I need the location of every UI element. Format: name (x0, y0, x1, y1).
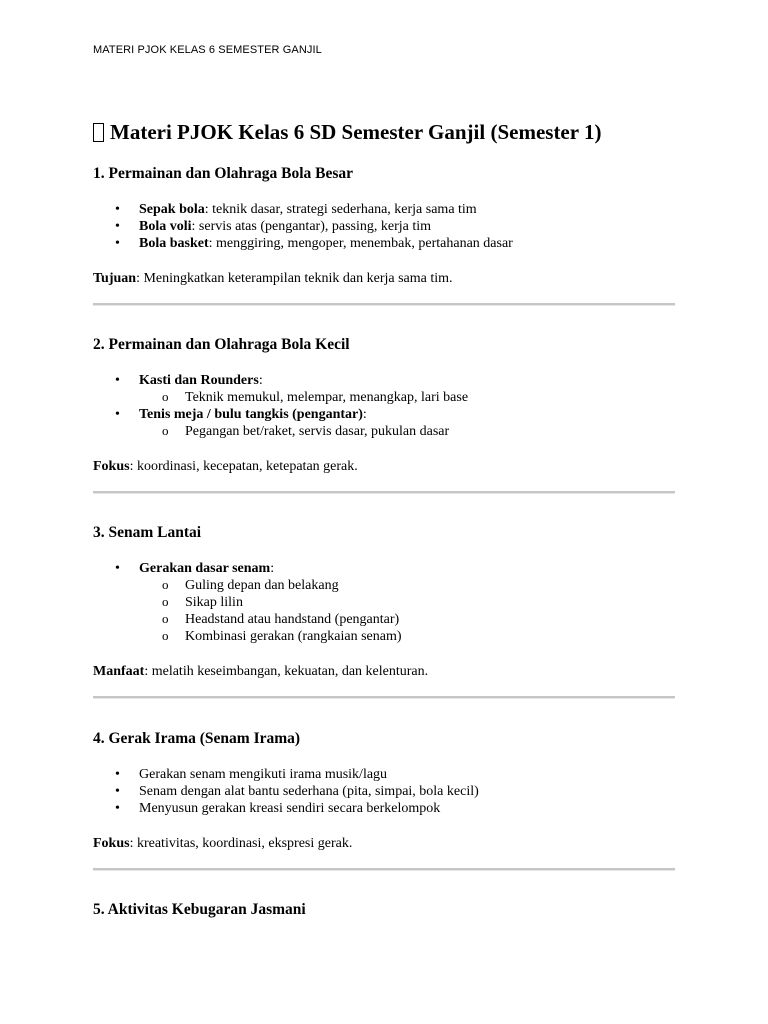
section-bola-besar (93, 164, 675, 306)
item-text: : servis atas (pengantar), passing, kerja tim (191, 219, 431, 234)
section-senam-lantai (93, 523, 675, 699)
bullet-list (93, 560, 675, 645)
list-item (93, 372, 675, 406)
item-text: : menggiring, mengoper, menembak, pertahanan dasar (208, 236, 513, 251)
item-text: : (362, 407, 367, 422)
bullet-list (93, 766, 675, 817)
bullet-list (93, 201, 675, 252)
section-heading: 4. Gerak Irama (Senam Irama) (93, 730, 301, 747)
item-label: Bola voli (139, 219, 192, 234)
sub-list-item: o Teknik memukul, melempar, menangkap, lari base (139, 389, 675, 406)
item-label: Gerakan dasar senam (139, 561, 271, 576)
note-text: : koordinasi, kecepatan, ketepatan gerak. (129, 459, 358, 474)
list-item (93, 235, 675, 252)
item-label: Tenis meja / bulu tangkis (pengantar) (139, 407, 363, 422)
note-text: : kreativitas, koordinasi, ekspresi gerak. (129, 836, 353, 851)
section-heading: 3. Senam Lantai (93, 524, 202, 541)
horizontal-divider (93, 696, 675, 699)
sub-list-item: o Kombinasi gerakan (rangkaian senam) (139, 628, 675, 645)
section-heading: 1. Permainan dan Olahraga Bola Besar (93, 165, 354, 182)
horizontal-divider (93, 303, 675, 306)
note-label: Fokus (93, 459, 130, 474)
note-label: Tujuan (93, 271, 137, 286)
note-label: Fokus (93, 836, 130, 851)
item-label: Kasti dan Rounders (139, 373, 259, 388)
sub-list-item: o Sikap lilin (139, 594, 675, 611)
sub-list-item: o Pegangan bet/raket, servis dasar, pukulan dasar (139, 423, 675, 440)
section-note (93, 270, 675, 287)
page-title (93, 120, 601, 145)
section-note (93, 835, 675, 852)
running-header: MATERI PJOK KELAS 6 SEMESTER GANJIL (93, 44, 322, 56)
section-note (93, 458, 675, 475)
sub-list (139, 423, 675, 440)
list-item (93, 218, 675, 235)
list-item: • Menyusun gerakan kreasi sendiri secara berkelompok (93, 800, 675, 817)
sub-list-item: o Headstand atau handstand (pengantar) (139, 611, 675, 628)
section-kebugaran (93, 900, 675, 920)
bullet-list (93, 372, 675, 440)
note-text: : Meningkatkan keterampilan teknik dan kerja sama tim. (136, 271, 453, 286)
note-label: Manfaat (93, 664, 145, 679)
sub-list-item: o Guling depan dan belakang (139, 577, 675, 594)
section-heading: 5. Aktivitas Kebugaran Jasmani (93, 901, 306, 918)
section-bola-kecil (93, 335, 675, 494)
missing-glyph-box-icon (93, 123, 104, 142)
note-text: : melatih keseimbangan, kekuatan, dan kelenturan. (144, 664, 429, 679)
list-item (93, 201, 675, 218)
list-item: • Gerakan senam mengikuti irama musik/lagu (93, 766, 675, 783)
item-label: Bola basket (139, 236, 209, 251)
list-item: • Senam dengan alat bantu sederhana (pita, simpai, bola kecil) (93, 783, 675, 800)
section-note (93, 663, 675, 680)
sub-list (139, 577, 675, 645)
item-label: Sepak bola (139, 202, 205, 217)
sub-list (139, 389, 675, 406)
section-gerak-irama (93, 729, 675, 871)
page-title-text: Materi PJOK Kelas 6 SD Semester Ganjil (Semester 1) (110, 120, 602, 144)
item-text: : (258, 373, 263, 388)
section-heading: 2. Permainan dan Olahraga Bola Kecil (93, 336, 350, 353)
list-item (93, 560, 675, 645)
list-item (93, 406, 675, 440)
item-text: : (270, 561, 275, 576)
horizontal-divider (93, 491, 675, 494)
horizontal-divider (93, 868, 675, 871)
item-text: : teknik dasar, strategi sederhana, kerja sama tim (204, 202, 477, 217)
